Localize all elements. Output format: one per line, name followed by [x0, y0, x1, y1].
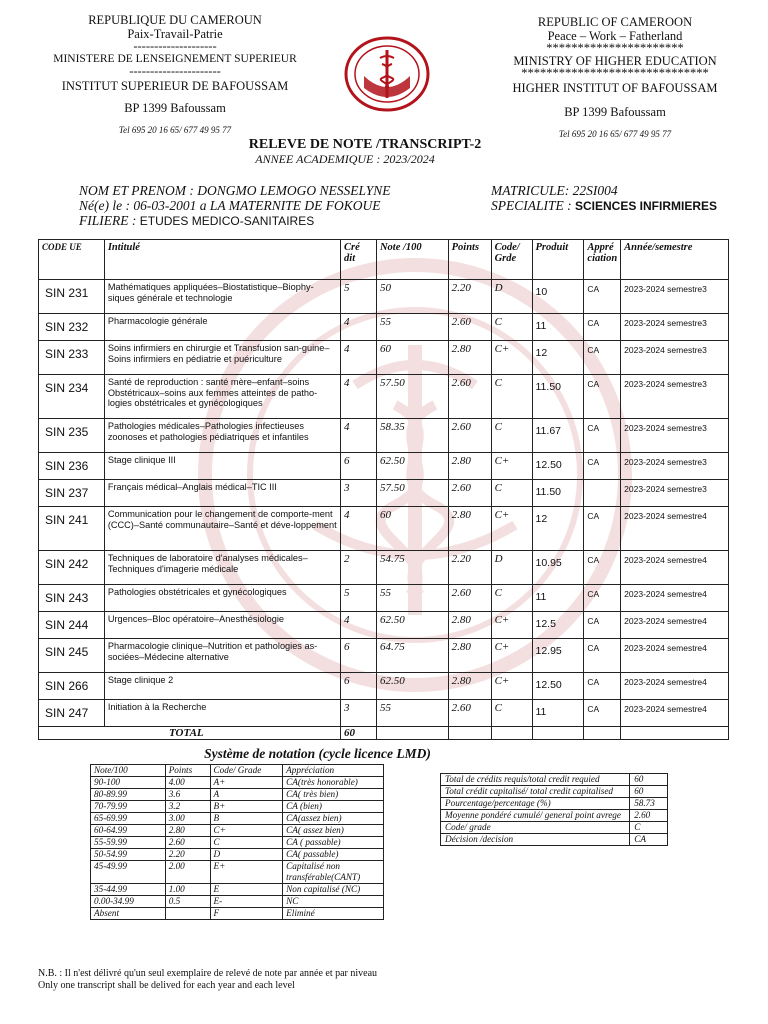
cell-intitule: Pharmacologie clinique–Nutrition et pathologies as-sociées–Médecine alternative	[104, 639, 340, 673]
summary-row	[441, 834, 668, 846]
cell-grade: C+	[491, 673, 532, 700]
cell-points: 2.80	[448, 612, 491, 639]
grading-cell-note: Absent	[91, 908, 166, 920]
cell-sem: 2023-2024 semestre4	[621, 507, 729, 551]
footer-note	[38, 968, 377, 992]
student-name: NOM ET PRENOM : DONGMO LEMOGO NESSELYNE	[79, 183, 391, 198]
header-left	[20, 13, 330, 137]
cell-appr: CA	[584, 612, 621, 639]
cell-grade: C+	[491, 639, 532, 673]
cell-note: 60	[376, 341, 448, 375]
grading-row	[91, 896, 384, 908]
total-empty-cell	[584, 727, 621, 740]
filiere-label: FILIERE :	[79, 213, 140, 228]
grading-row	[91, 884, 384, 896]
header-left-bp: BP 1399 Bafoussam	[124, 101, 226, 115]
total-empty-cell	[491, 727, 532, 740]
footer-note-fr: N.B. : Il n'est délivré qu'un seul exemplaire de relevé de note par année et par niveau	[38, 968, 378, 979]
header-left-motto: Paix-Travail-Patrie	[127, 27, 223, 41]
cell-note: 57.50	[376, 375, 448, 419]
cell-sem: 2023-2024 semestre4	[621, 639, 729, 673]
summary-row	[441, 798, 668, 810]
cell-appr: CA	[584, 551, 621, 585]
grading-row	[91, 801, 384, 813]
cell-points: 2.60	[448, 375, 491, 419]
summary-label: Total crédit capitalisé/ total credit capitalised	[441, 786, 630, 798]
grading-cell-note: 80-89.99	[91, 789, 166, 801]
cell-grade: C+	[491, 453, 532, 480]
grading-cell-points: 0.5	[165, 896, 210, 908]
grading-cell-grade: E	[210, 884, 283, 896]
cell-code: SIN 244	[39, 612, 105, 639]
cell-appr: CA	[584, 419, 621, 453]
header-points: Points	[448, 240, 491, 280]
cell-code: SIN 241	[39, 507, 105, 551]
cell-produit: 11.67	[532, 419, 584, 453]
header-produit: Produit	[532, 240, 584, 280]
cell-sem: 2023-2024 semestre4	[621, 673, 729, 700]
grading-cell-appreciation: CA(assez bien)	[283, 813, 384, 825]
grading-cell-note: 50-54.99	[91, 849, 166, 861]
grading-cell-note: 70-79.99	[91, 801, 166, 813]
grading-cell-note: 90-100	[91, 777, 166, 789]
cell-code: SIN 234	[39, 375, 105, 419]
cell-grade: C+	[491, 612, 532, 639]
grading-cell-points: 1.00	[165, 884, 210, 896]
grading-cell-grade: C+	[210, 825, 283, 837]
grading-cell-appreciation: Capitalisé non transférable(CANT)	[283, 861, 384, 884]
cell-appr: CA	[584, 314, 621, 341]
grading-cell-note: 60-64.99	[91, 825, 166, 837]
cell-appr: CA	[584, 585, 621, 612]
grading-cell-grade: A	[210, 789, 283, 801]
summary-value: 60	[630, 774, 668, 786]
cell-credit: 3	[341, 700, 377, 727]
filiere-value: ETUDES MEDICO-SANITAIRES	[139, 214, 315, 228]
cell-intitule: Pathologies médicales–Pathologies infectieuses zoonoses et pathologies pédiatriques et infantiles	[104, 419, 340, 453]
grading-cell-appreciation: NC	[283, 896, 384, 908]
grading-cell-grade: B+	[210, 801, 283, 813]
cell-produit: 12	[532, 341, 584, 375]
cell-note: 55	[376, 700, 448, 727]
cell-grade: C	[491, 700, 532, 727]
cell-note: 50	[376, 280, 448, 314]
cell-note: 62.50	[376, 612, 448, 639]
header-left-tel: Tel 695 20 16 65/ 677 49 95 77	[118, 125, 232, 135]
academic-year: ANNEE ACADEMIQUE : 2023/2024	[255, 152, 435, 166]
cell-code: SIN 247	[39, 700, 105, 727]
table-row	[39, 551, 729, 585]
cell-points: 2.80	[448, 507, 491, 551]
cell-sem: 2023-2024 semestre4	[621, 612, 729, 639]
cell-points: 2.60	[448, 585, 491, 612]
cell-intitule: Pathologies obstétricales et gynécologiques	[104, 585, 340, 612]
grading-cell-note: 65-69.99	[91, 813, 166, 825]
grading-row	[91, 908, 384, 920]
cell-credit: 3	[341, 480, 377, 507]
cell-points: 2.20	[448, 280, 491, 314]
cell-intitule: Français médical–Anglais médical–TIC III	[104, 480, 340, 507]
cell-produit: 12.50	[532, 453, 584, 480]
grading-row	[91, 789, 384, 801]
summary-row	[441, 786, 668, 798]
grading-cell-appreciation: Eliminé	[283, 908, 384, 920]
cell-credit: 4	[341, 375, 377, 419]
student-birth: Né(e) le : 06-03-2001 a LA MATERNITE DE FOKOUE	[79, 198, 381, 213]
header-intitule: Intitulé	[104, 240, 340, 280]
cell-code: SIN 232	[39, 314, 105, 341]
table-row	[39, 700, 729, 727]
header-left-ministry: MINISTERE DE LENSEIGNEMENT SUPERIEUR	[53, 53, 297, 65]
cell-points: 2.60	[448, 480, 491, 507]
cell-points: 2.80	[448, 639, 491, 673]
summary-label: Moyenne pondéré cumulé/ general point avrege	[441, 810, 630, 822]
total-empty-cell	[621, 727, 729, 740]
cell-note: 57.50	[376, 480, 448, 507]
grading-cell-appreciation: CA( très bien)	[283, 789, 384, 801]
grading-cell-appreciation: CA (bien)	[283, 801, 384, 813]
summary-value: C	[630, 822, 668, 834]
grading-row	[91, 813, 384, 825]
cell-produit: 11	[532, 585, 584, 612]
header-left-sep1: --------------------	[133, 39, 217, 53]
table-row	[39, 314, 729, 341]
cell-credit: 6	[341, 453, 377, 480]
cell-appr: CA	[584, 453, 621, 480]
summary-value: 2.60	[630, 810, 668, 822]
total-credit: 60	[341, 727, 377, 740]
cell-credit: 4	[341, 341, 377, 375]
cell-produit: 12.5	[532, 612, 584, 639]
cell-appr: CA	[584, 700, 621, 727]
grading-cell-points: 2.20	[165, 849, 210, 861]
cell-credit: 4	[341, 419, 377, 453]
cell-note: 60	[376, 507, 448, 551]
grading-cell-note: 55-59.99	[91, 837, 166, 849]
grading-cell-grade: F	[210, 908, 283, 920]
table-row	[39, 612, 729, 639]
grading-cell-note: 35-44.99	[91, 884, 166, 896]
cell-points: 2.20	[448, 551, 491, 585]
header-left-institute: INSTITUT SUPERIEUR DE BAFOUSSAM	[61, 79, 289, 93]
header-left-country: REPUBLIQUE DU CAMEROUN	[88, 13, 262, 27]
cell-produit: 10	[532, 280, 584, 314]
header-right-ministry: MINISTRY OF HIGHER EDUCATION	[513, 54, 717, 68]
grading-cell-grade: D	[210, 849, 283, 861]
cell-appr: CA	[584, 341, 621, 375]
cell-grade: C	[491, 375, 532, 419]
table-row	[39, 453, 729, 480]
cell-sem: 2023-2024 semestre3	[621, 280, 729, 314]
grading-cell-points: 3.00	[165, 813, 210, 825]
table-row	[39, 280, 729, 314]
grading-cell-appreciation: CA(très honorable)	[283, 777, 384, 789]
cell-credit: 4	[341, 314, 377, 341]
cell-intitule: Initiation à la Recherche	[104, 700, 340, 727]
cell-code: SIN 236	[39, 453, 105, 480]
specialite-label: SPECIALITE :	[491, 198, 575, 213]
cell-note: 58.35	[376, 419, 448, 453]
grading-cell-grade: A+	[210, 777, 283, 789]
grading-cell-note: 45-49.99	[91, 861, 166, 884]
cell-credit: 4	[341, 612, 377, 639]
header-code: CODE UE	[39, 240, 105, 280]
table-row	[39, 480, 729, 507]
specialite-value: SCIENCES INFIRMIERES	[575, 199, 718, 213]
cell-code: SIN 243	[39, 585, 105, 612]
footer-note-en: Only one transcript shall be delived for each year and each level	[38, 980, 295, 991]
cell-appr: CA	[584, 280, 621, 314]
cell-note: 64.75	[376, 639, 448, 673]
cell-produit: 11	[532, 700, 584, 727]
cell-intitule: Communication pour le changement de comporte-ment (CCC)–Santé communautaire–Santé et déve-loppement	[104, 507, 340, 551]
cell-credit: 2	[341, 551, 377, 585]
header-grade: Code/ Grde	[491, 240, 532, 280]
cell-grade: C	[491, 585, 532, 612]
table-header-row	[39, 240, 729, 280]
header-right-sep2: ******************************	[521, 66, 709, 80]
table-row	[39, 419, 729, 453]
cell-credit: 5	[341, 585, 377, 612]
cell-note: 62.50	[376, 673, 448, 700]
grading-row	[91, 861, 384, 884]
grading-cell-note: 0.00-34.99	[91, 896, 166, 908]
header-right-institute: HIGHER INSTITUT OF BAFOUSSAM	[512, 81, 718, 95]
grading-cell-points: 2.80	[165, 825, 210, 837]
grading-cell-appreciation: CA( passable)	[283, 849, 384, 861]
cell-sem: 2023-2024 semestre3	[621, 480, 729, 507]
cell-intitule: Pharmacologie générale	[104, 314, 340, 341]
table-row	[39, 341, 729, 375]
cell-grade: C+	[491, 507, 532, 551]
cell-points: 2.80	[448, 453, 491, 480]
summary-label: Pourcentage/percentage (%)	[441, 798, 630, 810]
cell-grade: D	[491, 551, 532, 585]
cell-code: SIN 245	[39, 639, 105, 673]
cell-produit: 11.50	[532, 375, 584, 419]
cell-produit: 12.95	[532, 639, 584, 673]
grading-cell-grade: B	[210, 813, 283, 825]
cell-intitule: Stage clinique 2	[104, 673, 340, 700]
cell-code: SIN 233	[39, 341, 105, 375]
total-label: TOTAL	[39, 727, 341, 740]
summary-table	[440, 773, 668, 846]
cell-credit: 5	[341, 280, 377, 314]
grading-row	[91, 825, 384, 837]
grading-cell-grade: C	[210, 837, 283, 849]
cell-intitule: Techniques de laboratoire d'analyses médicales–Techniques d'imagerie médicale	[104, 551, 340, 585]
cell-points: 2.60	[448, 314, 491, 341]
grading-cell-points: 3.6	[165, 789, 210, 801]
cell-points: 2.80	[448, 673, 491, 700]
student-matricule: MATRICULE: 22SI004	[491, 183, 618, 198]
cell-produit: 12.50	[532, 673, 584, 700]
grading-cell-grade: E+	[210, 861, 283, 884]
table-row	[39, 507, 729, 551]
grading-header-note: Note/100	[91, 765, 166, 777]
header-right-bp: BP 1399 Bafoussam	[564, 105, 666, 119]
grading-header-row	[91, 765, 384, 777]
header-right-sep1: **********************	[546, 41, 684, 55]
header-appreciation: Appré ciation	[584, 240, 621, 280]
summary-label: Décision /decision	[441, 834, 630, 846]
cell-sem: 2023-2024 semestre4	[621, 551, 729, 585]
cell-produit: 11.50	[532, 480, 584, 507]
summary-row	[441, 810, 668, 822]
grading-row	[91, 837, 384, 849]
grading-cell-appreciation: CA( assez bien)	[283, 825, 384, 837]
grading-cell-points	[165, 908, 210, 920]
cell-produit: 12	[532, 507, 584, 551]
cell-code: SIN 235	[39, 419, 105, 453]
cell-code: SIN 266	[39, 673, 105, 700]
grading-header-appreciation: Appréciation	[283, 765, 384, 777]
header-credit: Cré dit	[341, 240, 377, 280]
total-empty-cell	[448, 727, 491, 740]
header-left-sep2: ----------------------	[129, 64, 221, 78]
grading-cell-appreciation: CA ( passable)	[283, 837, 384, 849]
cell-sem: 2023-2024 semestre3	[621, 341, 729, 375]
grading-row	[91, 777, 384, 789]
table-row	[39, 585, 729, 612]
cell-appr: CA	[584, 375, 621, 419]
cell-sem: 2023-2024 semestre3	[621, 375, 729, 419]
cell-note: 54.75	[376, 551, 448, 585]
cell-code: SIN 237	[39, 480, 105, 507]
cell-produit: 11	[532, 314, 584, 341]
cell-intitule: Mathématiques appliquées–Biostatistique–Biophy-siques générale et technologie	[104, 280, 340, 314]
header-right-country: REPUBLIC OF CAMEROON	[537, 15, 693, 29]
cell-appr: CA	[584, 507, 621, 551]
cell-points: 2.60	[448, 419, 491, 453]
total-empty-cell	[532, 727, 584, 740]
cell-note: 55	[376, 585, 448, 612]
header-right	[490, 15, 740, 141]
grading-cell-points: 2.00	[165, 861, 210, 884]
institute-seal-logo	[344, 36, 430, 112]
cell-appr	[584, 480, 621, 507]
cell-points: 2.80	[448, 341, 491, 375]
grading-cell-points: 2.60	[165, 837, 210, 849]
grading-cell-points: 3.2	[165, 801, 210, 813]
grading-table	[90, 764, 384, 920]
cell-sem: 2023-2024 semestre4	[621, 700, 729, 727]
grading-row	[91, 849, 384, 861]
summary-value: 60	[630, 786, 668, 798]
grading-cell-points: 4.00	[165, 777, 210, 789]
header-semester: Année/semestre	[621, 240, 729, 280]
grading-header-grade: Code/ Grade	[210, 765, 283, 777]
cell-code: SIN 231	[39, 280, 105, 314]
cell-grade: D	[491, 280, 532, 314]
summary-label: Total de crédits requis/total credit requied	[441, 774, 630, 786]
grading-header-points: Points	[165, 765, 210, 777]
table-total-row	[39, 727, 729, 740]
cell-note: 62.50	[376, 453, 448, 480]
cell-credit: 4	[341, 507, 377, 551]
cell-appr: CA	[584, 639, 621, 673]
document-title: RELEVE DE NOTE /TRANSCRIPT-2	[248, 137, 482, 152]
cell-sem: 2023-2024 semestre4	[621, 585, 729, 612]
transcript-table	[38, 239, 729, 740]
cell-intitule: Stage clinique III	[104, 453, 340, 480]
student-filiere	[79, 213, 314, 229]
header-right-motto: Peace – Work – Fatherland	[547, 29, 683, 43]
student-specialite	[491, 198, 717, 214]
cell-sem: 2023-2024 semestre3	[621, 314, 729, 341]
cell-code: SIN 242	[39, 551, 105, 585]
cell-grade: C	[491, 314, 532, 341]
cell-appr: CA	[584, 673, 621, 700]
table-row	[39, 375, 729, 419]
cell-produit: 10.95	[532, 551, 584, 585]
header-note: Note /100	[376, 240, 448, 280]
total-empty-cell	[376, 727, 448, 740]
cell-note: 55	[376, 314, 448, 341]
cell-sem: 2023-2024 semestre3	[621, 453, 729, 480]
cell-credit: 6	[341, 639, 377, 673]
summary-value: CA	[630, 834, 668, 846]
summary-value: 58.73	[630, 798, 668, 810]
cell-points: 2.60	[448, 700, 491, 727]
cell-grade: C+	[491, 341, 532, 375]
cell-intitule: Urgences–Bloc opératoire–Anesthésiologie	[104, 612, 340, 639]
cell-grade: C	[491, 419, 532, 453]
cell-intitule: Soins infirmiers en chirurgie et Transfusion san-guine–Soins infirmiers en pédiatrie et puériculture	[104, 341, 340, 375]
summary-label: Code/ grade	[441, 822, 630, 834]
cell-sem: 2023-2024 semestre3	[621, 419, 729, 453]
summary-row	[441, 774, 668, 786]
table-row	[39, 673, 729, 700]
cell-credit: 6	[341, 673, 377, 700]
cell-intitule: Santé de reproduction : santé mère–enfant–soins Obstétricaux–soins aux femmes atteintes de patho-logies obstétricales et gynécologiques	[104, 375, 340, 419]
header-right-tel: Tel 695 20 16 65/ 677 49 95 77	[558, 129, 672, 139]
table-row	[39, 639, 729, 673]
summary-row	[441, 822, 668, 834]
grading-title: Système de notation (cycle licence LMD)	[204, 746, 431, 761]
cell-grade: C	[491, 480, 532, 507]
grading-cell-appreciation: Non capitalisé (NC)	[283, 884, 384, 896]
grading-cell-grade: E-	[210, 896, 283, 908]
